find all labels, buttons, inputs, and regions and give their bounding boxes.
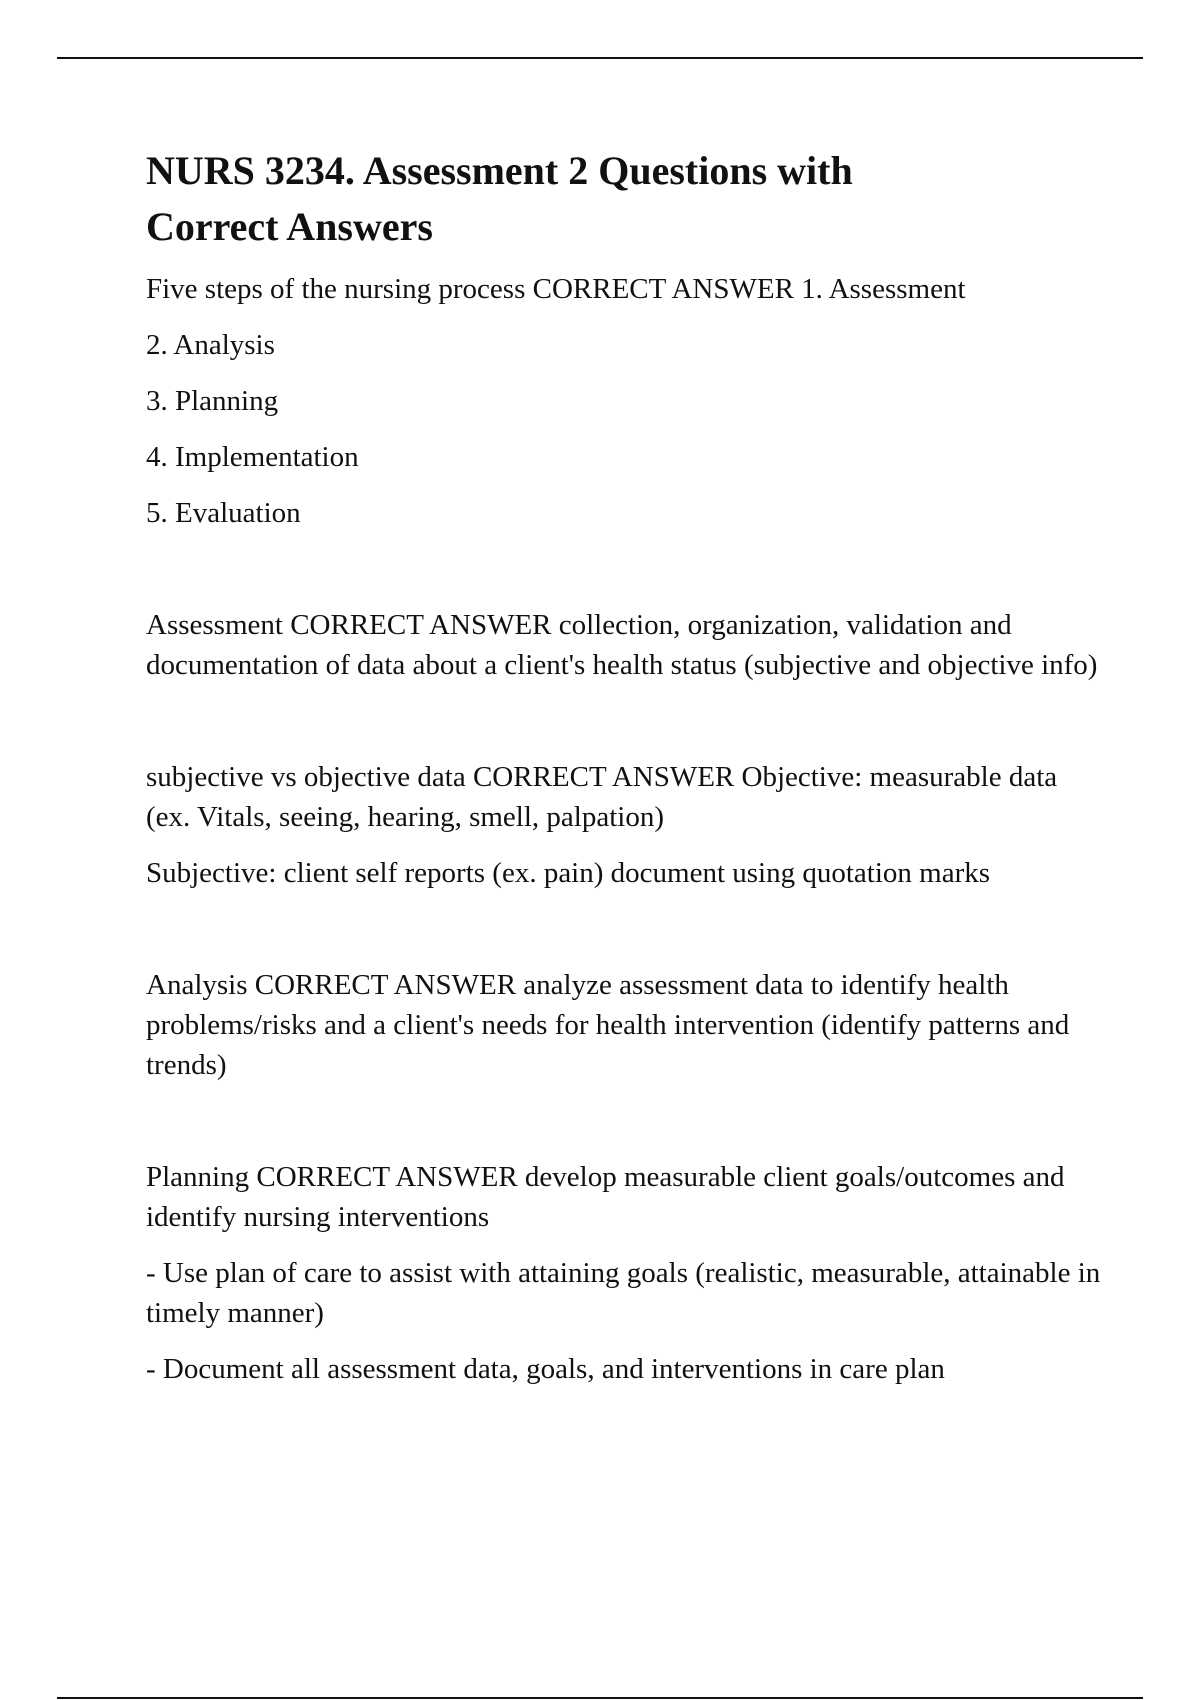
qa-line: subjective vs objective data CORRECT ANSWER Objective: measurable data (ex. Vitals, seeing, hearing, smell, palpation) bbox=[146, 761, 1058, 833]
block-spacer bbox=[146, 1101, 1106, 1157]
document-body bbox=[146, 143, 1106, 1405]
bottom-divider bbox=[57, 1697, 1143, 1699]
block-spacer bbox=[146, 701, 1106, 757]
qa-line: 2. Analysis bbox=[146, 329, 275, 361]
block-spacer bbox=[146, 549, 1106, 605]
qa-line: 3. Planning bbox=[146, 385, 279, 417]
document-title: NURS 3234. Assessment 2 Questions with Correct Answers bbox=[146, 148, 853, 249]
qa-block-planning bbox=[146, 1157, 1106, 1389]
qa-block-nursing-process bbox=[146, 269, 1106, 533]
qa-line: Subjective: client self reports (ex. pain) document using quotation marks bbox=[146, 857, 991, 889]
qa-line: - Document all assessment data, goals, and interventions in care plan bbox=[146, 1353, 945, 1385]
block-spacer bbox=[146, 909, 1106, 965]
qa-line: Five steps of the nursing process CORRECT ANSWER 1. Assessment bbox=[146, 273, 966, 305]
qa-block-assessment bbox=[146, 605, 1106, 685]
qa-line: 4. Implementation bbox=[146, 441, 359, 473]
qa-line: 5. Evaluation bbox=[146, 497, 301, 529]
qa-line: Analysis CORRECT ANSWER analyze assessment data to identify health problems/risks and a client's needs for health intervention (identify patterns and trends) bbox=[146, 969, 1070, 1081]
qa-line: Planning CORRECT ANSWER develop measurable client goals/outcomes and identify nursing interventions bbox=[146, 1161, 1065, 1233]
top-divider bbox=[57, 57, 1143, 59]
qa-block-analysis bbox=[146, 965, 1106, 1085]
qa-line: Assessment CORRECT ANSWER collection, organization, validation and documentation of data about a client's health status (subjective and objective info) bbox=[146, 609, 1098, 681]
qa-block-subjective-objective bbox=[146, 757, 1106, 893]
qa-line: - Use plan of care to assist with attaining goals (realistic, measurable, attainable in timely manner) bbox=[146, 1257, 1101, 1329]
